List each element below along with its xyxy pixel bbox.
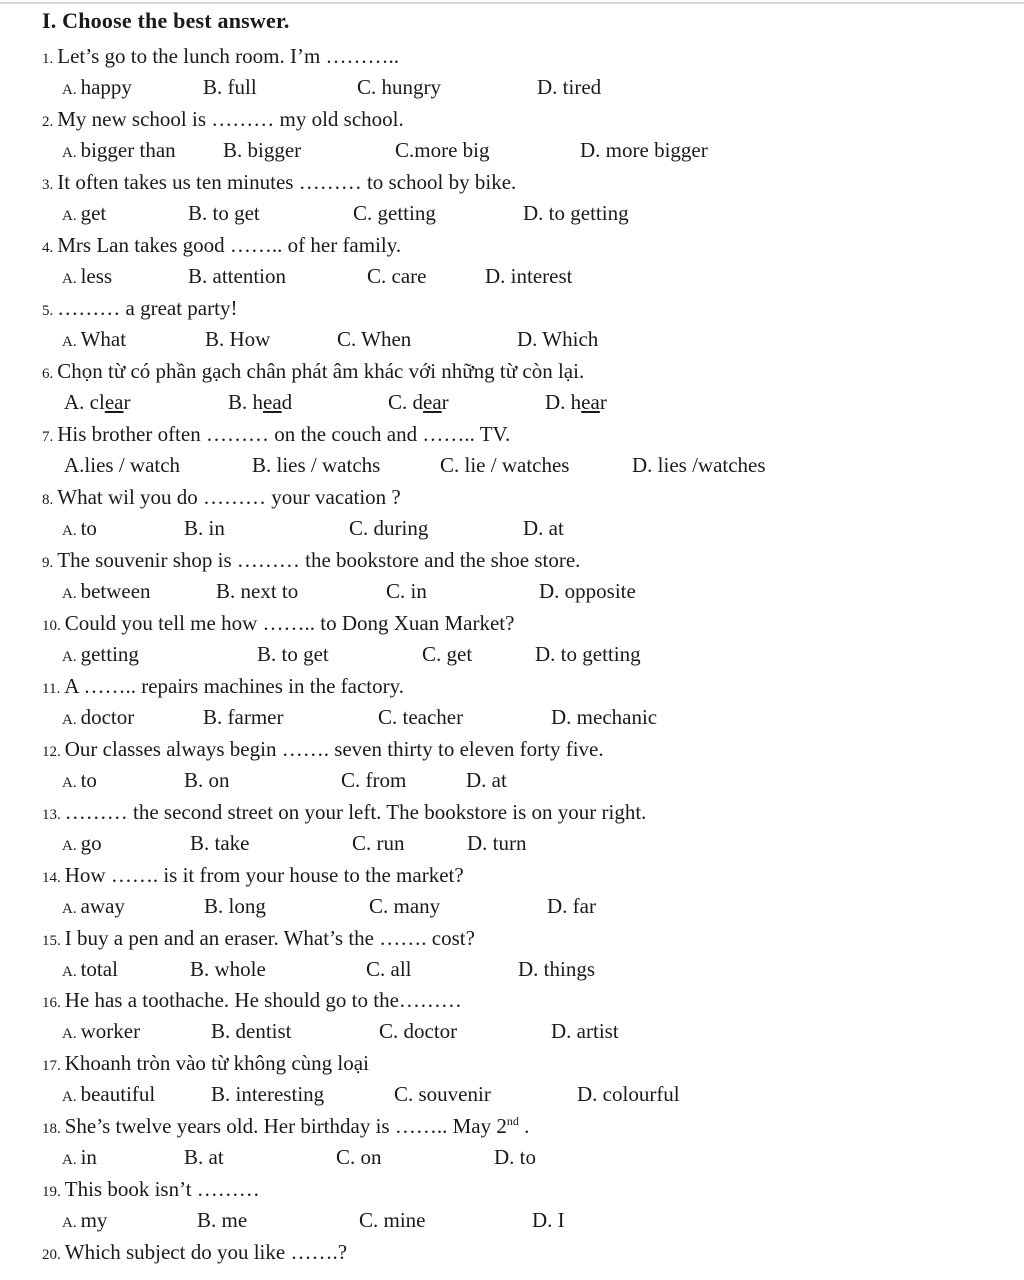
option-d[interactable]: D. tired	[537, 75, 602, 99]
question-text: Our classes always begin ……. seven thirty to eleven forty five.	[64, 737, 604, 761]
option-b[interactable]: B. to get	[188, 201, 260, 225]
section-heading: I. Choose the best answer.	[42, 8, 290, 33]
option-c[interactable]: C. mine	[359, 1208, 426, 1232]
question-18: 18. She’s twelve years old. Her birthday is …….. May 2nd .	[42, 1114, 530, 1138]
option-a[interactable]: A. worker	[62, 1019, 141, 1043]
question-4: 4. Mrs Lan takes good …….. of her family.	[42, 233, 402, 257]
question-text: He has a toothache. He should go to the………	[64, 988, 462, 1012]
option-a[interactable]: A. go	[62, 831, 102, 855]
option-a[interactable]: A. to	[62, 768, 97, 792]
question-14: 14. How ……. is it from your house to the market?	[42, 863, 464, 887]
option-a[interactable]: A. in	[62, 1145, 97, 1169]
option-c[interactable]: C.more big	[395, 138, 490, 162]
option-d[interactable]: D. interest	[485, 264, 573, 288]
option-a[interactable]: A. my	[62, 1208, 108, 1232]
question-9: 9. The souvenir shop is ……… the bookstore and the shoe store.	[42, 548, 581, 572]
question-text: I buy a pen and an eraser. What’s the ……. cost?	[64, 926, 475, 950]
option-d[interactable]: D. to	[494, 1145, 536, 1169]
option-b[interactable]: B. dentist	[211, 1019, 292, 1043]
question-1: 1. Let’s go to the lunch room. I’m ………..	[42, 44, 400, 68]
question-8: 8. What wil you do ……… your vacation ?	[42, 485, 401, 509]
option-c[interactable]: C. run	[352, 831, 405, 855]
ordinal-suffix: nd	[506, 1114, 519, 1128]
question-text: Mrs Lan takes good …….. of her family.	[57, 233, 402, 257]
question-text: She’s twelve years old. Her birthday is …….. May 2	[64, 1114, 507, 1138]
question-text: It often takes us ten minutes ……… to school by bike.	[57, 170, 517, 194]
question-text: This book isn’t ………	[64, 1177, 260, 1201]
question-17: 17. Khoanh tròn vào từ không cùng loại	[42, 1051, 369, 1075]
option-b[interactable]: B. bigger	[223, 138, 302, 162]
option-a[interactable]: A. clear	[64, 390, 131, 414]
option-d[interactable]: D. opposite	[539, 579, 636, 603]
question-20: 20. Which subject do you like …….?	[42, 1240, 348, 1264]
option-d[interactable]: D. Which	[517, 327, 599, 351]
question-text: How ……. is it from your house to the market?	[64, 863, 464, 887]
question-text: Could you tell me how …….. to Dong Xuan Market?	[64, 611, 515, 635]
option-c[interactable]: C. teacher	[378, 705, 464, 729]
option-c[interactable]: C. dear	[388, 390, 449, 414]
question-6: 6. Chọn từ có phần gạch chân phát âm khác với những từ còn lại.	[42, 359, 585, 383]
question-10: 10. Could you tell me how …….. to Dong Xuan Market?	[42, 611, 515, 635]
option-a[interactable]: A. doctor	[62, 705, 135, 729]
option-b[interactable]: B. How	[205, 327, 271, 351]
option-d[interactable]: D. to getting	[523, 201, 629, 225]
option-d[interactable]: D. colourful	[577, 1082, 680, 1106]
option-d[interactable]: D. at	[523, 516, 564, 540]
option-d[interactable]: D. mechanic	[551, 705, 658, 729]
option-c[interactable]: C. getting	[353, 201, 436, 225]
option-a[interactable]: A. get	[62, 201, 107, 225]
option-b[interactable]: B. to get	[257, 642, 329, 666]
question-text: Chọn từ có phần gạch chân phát âm khác với những từ còn lại.	[57, 359, 585, 383]
question-12: 12. Our classes always begin ……. seven thirty to eleven forty five.	[42, 737, 604, 761]
option-d[interactable]: D. things	[518, 957, 596, 981]
top-border-line	[0, 2, 1024, 4]
option-b[interactable]: B. at	[184, 1145, 224, 1169]
option-d[interactable]: D. far	[547, 894, 596, 918]
question-text: His brother often ……… on the couch and …….. TV.	[57, 422, 511, 446]
option-c[interactable]: C. many	[369, 894, 441, 918]
option-a[interactable]: A. bigger than	[62, 138, 176, 162]
question-2: 2. My new school is ……… my old school.	[42, 107, 404, 131]
option-d[interactable]: D. artist	[551, 1019, 619, 1043]
option-a[interactable]: A. to	[62, 516, 97, 540]
question-3: 3. It often takes us ten minutes ……… to school by bike.	[42, 170, 517, 194]
option-d[interactable]: D. lies /watches	[632, 453, 766, 477]
question-16: 16. He has a toothache. He should go to the………	[42, 988, 462, 1012]
option-a[interactable]: A. between	[62, 579, 151, 603]
option-c[interactable]: C. in	[386, 579, 427, 603]
option-c[interactable]: C. souvenir	[394, 1082, 491, 1106]
option-a[interactable]: A.lies / watch	[64, 453, 181, 477]
option-c[interactable]: C. When	[337, 327, 412, 351]
option-c[interactable]: C. get	[422, 642, 473, 666]
option-d[interactable]: D. more bigger	[580, 138, 708, 162]
option-a[interactable]: A. beautiful	[62, 1082, 156, 1106]
option-c[interactable]: C. hungry	[357, 75, 441, 99]
question-15: 15. I buy a pen and an eraser. What’s the ……. cost?	[42, 926, 475, 950]
option-b[interactable]: B. full	[203, 75, 257, 99]
question-11: 11. A …….. repairs machines in the factory.	[42, 674, 404, 698]
option-c[interactable]: C. lie / watches	[440, 453, 570, 477]
option-b[interactable]: B. me	[197, 1208, 248, 1232]
option-d[interactable]: D. hear	[545, 390, 607, 414]
option-a[interactable]: A. What	[62, 327, 127, 351]
option-b[interactable]: B. long	[204, 894, 266, 918]
question-text: Which subject do you like …….?	[64, 1240, 348, 1264]
option-a[interactable]: A. less	[62, 264, 113, 288]
question-text: ……… the second street on your left. The bookstore is on your right.	[64, 800, 647, 824]
option-c[interactable]: C. doctor	[379, 1019, 458, 1043]
question-13: 13. ……… the second street on your left. The bookstore is on your right.	[42, 800, 647, 824]
option-b[interactable]: B. interesting	[211, 1082, 325, 1106]
question-text: What wil you do ……… your vacation ?	[57, 485, 401, 509]
question-19: 19. This book isn’t ………	[42, 1177, 260, 1201]
option-d[interactable]: D. to getting	[535, 642, 641, 666]
question-text: Khoanh tròn vào từ không cùng loại	[64, 1051, 369, 1075]
option-c[interactable]: C. care	[367, 264, 427, 288]
option-b[interactable]: B. farmer	[203, 705, 284, 729]
option-b[interactable]: B. take	[190, 831, 250, 855]
option-c[interactable]: C. on	[336, 1145, 382, 1169]
question-text: The souvenir shop is ……… the bookstore and the shoe store.	[57, 548, 581, 572]
option-b[interactable]: B. whole	[190, 957, 266, 981]
option-a[interactable]: A. getting	[62, 642, 139, 666]
question-5: 5. ……… a great party!	[42, 296, 238, 320]
option-d[interactable]: D. turn	[467, 831, 527, 855]
option-b[interactable]: B. next to	[216, 579, 299, 603]
option-b[interactable]: B. attention	[188, 264, 286, 288]
option-c[interactable]: C. during	[349, 516, 429, 540]
question-text: A …….. repairs machines in the factory.	[64, 674, 404, 698]
option-a[interactable]: A. away	[62, 894, 125, 918]
question-text: ……… a great party!	[57, 296, 238, 320]
question-text: My new school is ……… my old school.	[57, 107, 404, 131]
option-d[interactable]: D. at	[466, 768, 507, 792]
option-b[interactable]: B. in	[184, 516, 225, 540]
option-c[interactable]: C. all	[366, 957, 412, 981]
option-b[interactable]: B. head	[228, 390, 293, 414]
question-text: Let’s go to the lunch room. I’m ………..	[57, 44, 400, 68]
question-7: 7. His brother often ……… on the couch and …….. TV.	[42, 422, 511, 446]
option-b[interactable]: B. on	[184, 768, 230, 792]
option-c[interactable]: C. from	[341, 768, 407, 792]
option-b[interactable]: B. lies / watchs	[252, 453, 381, 477]
option-a[interactable]: A. total	[62, 957, 118, 981]
option-d[interactable]: D. I	[532, 1208, 565, 1232]
option-a[interactable]: A. happy	[62, 75, 132, 99]
